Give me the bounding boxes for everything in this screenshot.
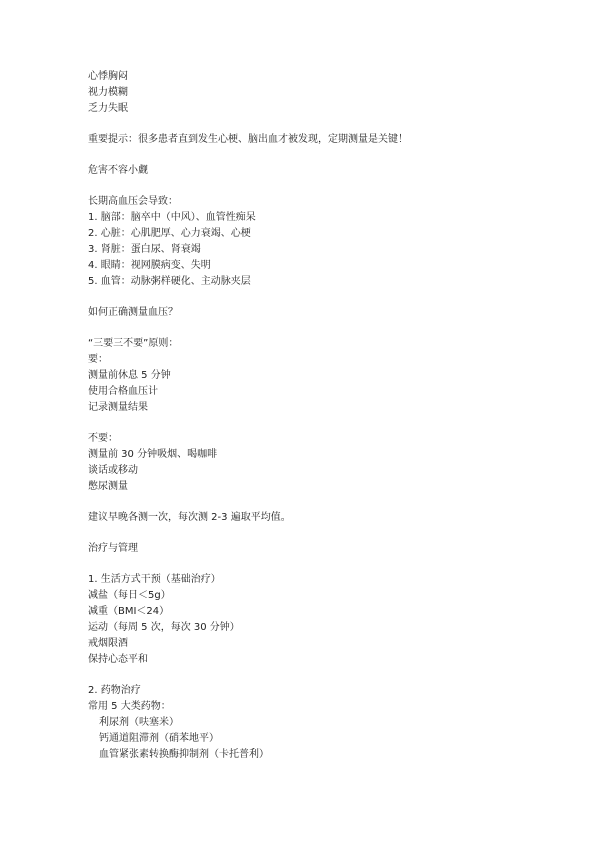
document-page	[88, 69, 568, 763]
symptom-line: 乏力失眠	[88, 103, 128, 114]
drug-item: 钙通道阻滞剂（硝苯地平）	[99, 733, 219, 744]
important-tip: 重要提示：很多患者直到发生心梗、脑出血才被发现，定期测量是关键！	[88, 134, 408, 145]
measure-advice: 建议早晚各测一次，每次测 2-3 遍取平均值。	[88, 512, 291, 523]
dont-item: 测量前 30 分钟吸烟、喝咖啡	[88, 449, 218, 460]
drug-intro: 常用 5 大类药物：	[88, 701, 171, 712]
do-item: 记录测量结果	[88, 402, 148, 413]
do-label: 要：	[88, 354, 108, 365]
dont-item: 憋尿测量	[88, 481, 128, 492]
drug-heading: 2. 药物治疗	[88, 685, 141, 696]
do-item: 使用合格血压计	[88, 386, 158, 397]
harm-list-item: 5. 血管：动脉粥样硬化、主动脉夹层	[88, 276, 251, 287]
lifestyle-item: 运动（每周 5 次，每次 30 分钟）	[88, 622, 240, 633]
lifestyle-item: 减重（BMI＜24）	[88, 606, 170, 617]
lifestyle-item: 戒烟限酒	[88, 638, 128, 649]
symptom-line: 视力模糊	[88, 87, 128, 98]
harm-list-item: 3. 肾脏：蛋白尿、肾衰竭	[88, 244, 201, 255]
section-heading-measure: 如何正确测量血压？	[88, 307, 178, 318]
dont-item: 谈话或移动	[88, 465, 138, 476]
lifestyle-item: 保持心态平和	[88, 654, 148, 665]
lifestyle-item: 减盐（每日＜5g）	[88, 590, 171, 601]
do-item: 测量前休息 5 分钟	[88, 370, 171, 381]
drug-item: 血管紧张素转换酶抑制剂（卡托普利）	[99, 749, 269, 760]
lifestyle-heading: 1. 生活方式干预（基础治疗）	[88, 574, 221, 585]
section-heading-treatment: 治疗与管理	[88, 543, 138, 554]
drug-item: 利尿剂（呋塞米）	[99, 717, 179, 728]
harm-intro: 长期高血压会导致：	[88, 196, 178, 207]
dont-label: 不要：	[88, 433, 118, 444]
harm-list-item: 2. 心脏：心肌肥厚、心力衰竭、心梗	[88, 228, 251, 239]
principle-heading: “三要三不要”原则：	[88, 338, 179, 349]
harm-list-item: 1. 脑部：脑卒中（中风）、血管性痴呆	[88, 212, 256, 223]
harm-list-item: 4. 眼睛：视网膜病变、失明	[88, 260, 211, 271]
section-heading-harm: 危害不容小觑	[88, 165, 148, 176]
symptom-line: 心悸胸闷	[88, 71, 128, 82]
